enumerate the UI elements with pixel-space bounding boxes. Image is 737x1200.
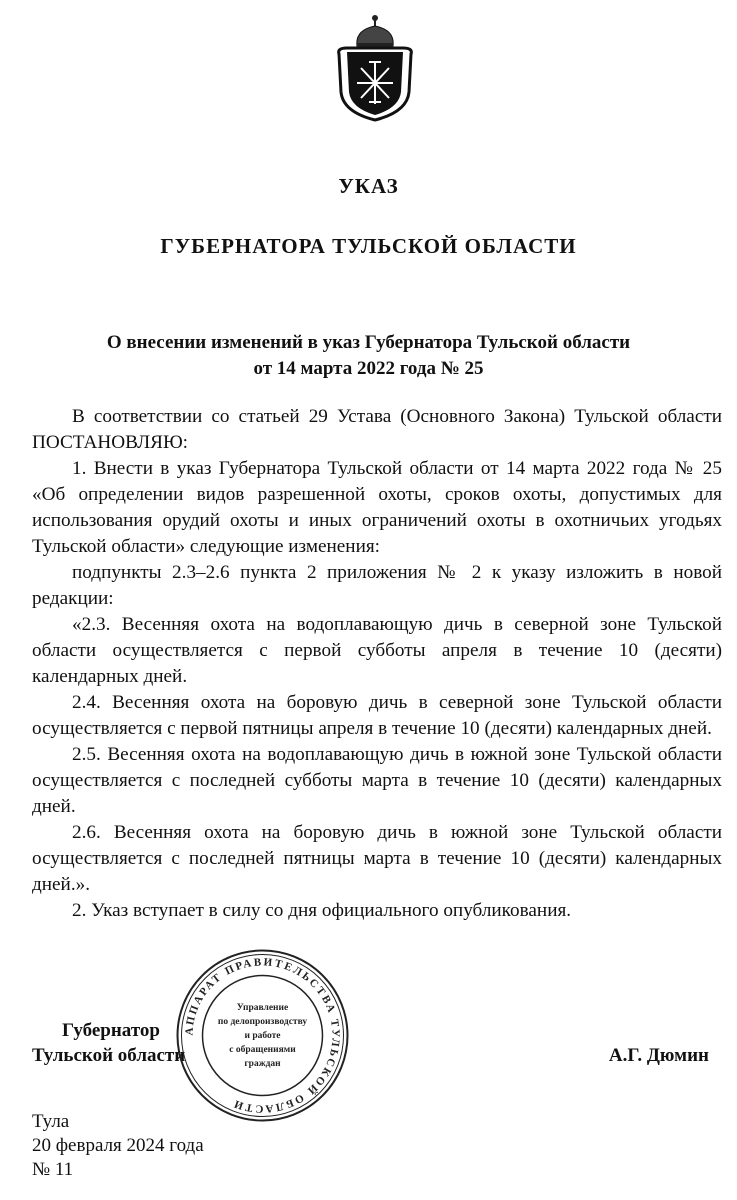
document-body [32, 404, 722, 924]
stamp-ring-text: АППАРАТ ПРАВИТЕЛЬСТВА ТУЛЬСКОЙ ОБЛАСТИ [183, 956, 342, 1115]
stamp-line: граждан [244, 1059, 281, 1069]
heading-line-2: от 14 марта 2022 года № 25 [253, 358, 484, 379]
official-stamp [175, 948, 350, 1123]
paragraph: 2. Указ вступает в силу со дня официального опубликования. [72, 900, 572, 921]
signature-position-line-2: Тульской области [32, 1045, 186, 1066]
footer-number: № 11 [32, 1159, 74, 1180]
stamp-line: по делопроизводству [217, 1017, 308, 1027]
heading-line-1: О внесении изменений в указ Губернатора Тульской области [106, 332, 631, 353]
signature-name: А.Г. Дюмин [608, 1045, 709, 1066]
stamp-line: и работе [244, 1031, 281, 1041]
paragraph: В соответствии со статьей 29 Устава (Основного Закона) Тульской области ПОСТАНОВЛЯЮ: [32, 406, 722, 453]
paragraph: 2.6. Весенняя охота на боровую дичь в южной зоне Тульской области осуществляется с последней пятницы марта в течение 10 (десяти) календарных дней.». [32, 822, 722, 895]
paragraph: подпункты 2.3–2.6 пункта 2 приложения № 2 к указу изложить в новой редакции: [32, 562, 722, 609]
paragraph: 2.4. Весенняя охота на боровую дичь в северной зоне Тульской области осуществляется с первой пятницы апреля в течение 10 (десяти) календарных дней. [32, 692, 722, 739]
paragraph: 2.5. Весенняя охота на водоплавающую дичь в южной зоне Тульской области осуществляется с последней субботы марта в течение 10 (десяти) календарных дней. [32, 744, 722, 817]
stamp-line: с обращениями [229, 1045, 296, 1055]
paragraph: «2.3. Весенняя охота на водоплавающую дичь в северной зоне Тульской области осуществляется с первой субботы апреля в течение 10 (десяти) календарных дней. [32, 614, 722, 687]
paragraph: 1. Внести в указ Губернатора Тульской области от 14 марта 2022 года № 25 «Об определении видов разрешенной охоты, сроков охоты, допустимых для использования орудий охоты и иных ограничений охоты в охотничьих угодьях Тульской области» следующие изменения: [32, 458, 722, 557]
coat-of-arms-icon [333, 12, 417, 122]
footer-date: 20 февраля 2024 года [32, 1135, 204, 1156]
footer-city: Тула [32, 1111, 70, 1132]
document-title: УКАЗ [338, 174, 399, 198]
signature-position-line-1: Губернатор [62, 1020, 160, 1041]
document-heading [40, 330, 697, 382]
stamp-line: Управление [236, 1003, 289, 1013]
document-subtitle: ГУБЕРНАТОРА ТУЛЬСКОЙ ОБЛАСТИ [160, 234, 577, 258]
document-footer [32, 1110, 204, 1182]
